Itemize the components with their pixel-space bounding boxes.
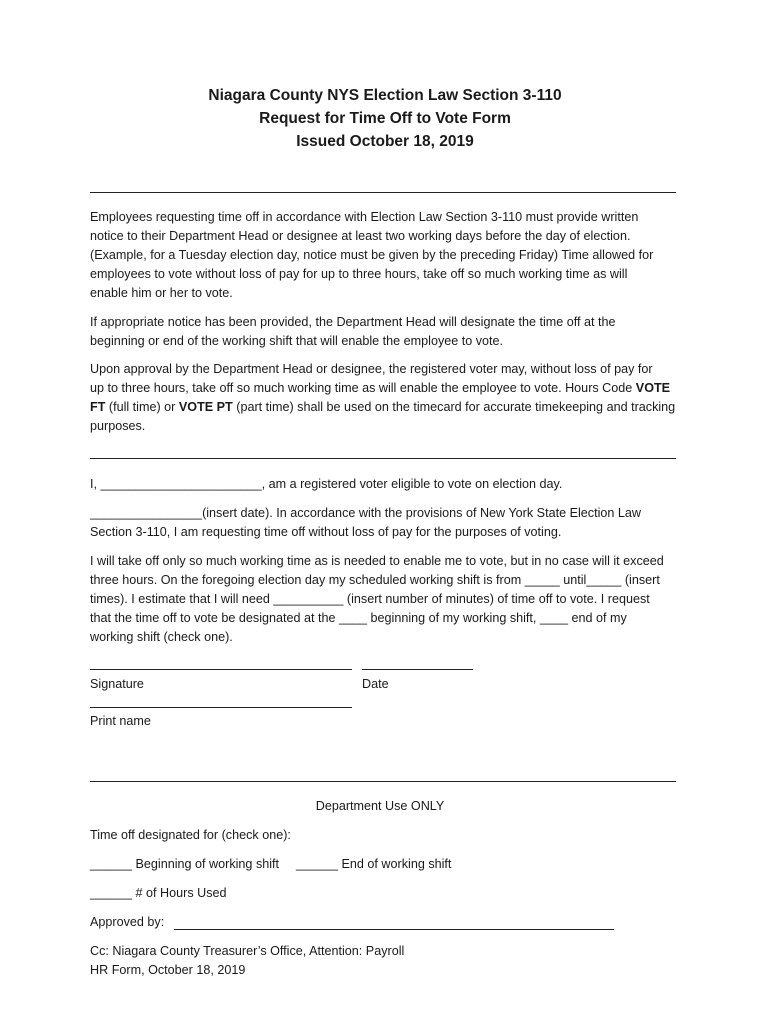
intro-p3-line-1: Upon approval by the Department Head or designee, the registered voter may, without loss of pay for: [90, 362, 653, 376]
print-name-field[interactable]: [90, 707, 352, 708]
intro-p3-line-3: [90, 398, 675, 417]
signature-field[interactable]: [90, 669, 352, 670]
time-off-line-2[interactable]: three hours. On the foregoing election day my scheduled working shift is from _____ until_____ (insert: [90, 573, 660, 587]
end-shift-option[interactable]: ______ End of working shift: [296, 857, 452, 871]
intro-divider: [90, 458, 676, 459]
form-id-line: HR Form, October 18, 2019: [90, 963, 246, 977]
intro-p3-line-3-text-b: (part time) shall be used on the timecard for accurate timekeeping and tracking: [232, 400, 676, 414]
form-title-line-1: Niagara County NYS Election Law Section 3-110: [208, 87, 562, 104]
approved-by-field[interactable]: [174, 929, 614, 930]
approved-by-label: Approved by:: [90, 915, 165, 929]
header-divider: [90, 192, 676, 193]
intro-p2-line-1: If appropriate notice has been provided, the Department Head will designate the time off at the: [90, 315, 616, 329]
hours-code-vote: VOTE: [635, 381, 671, 395]
intro-p1-line-4: employees to vote without loss of pay for up to three hours, take off so much working time as will: [90, 267, 628, 281]
department-divider: [90, 781, 676, 782]
designated-label: Time off designated for (check one):: [90, 828, 291, 842]
intro-p2-line-2: beginning or end of the working shift that will enable the employee to vote.: [90, 334, 504, 348]
intro-p3-line-4: purposes.: [90, 419, 146, 433]
print-name-label: Print name: [90, 714, 151, 728]
intro-p1-line-3: (Example, for a Tuesday election day, notice must be given by the preceding Friday) Time allowed for: [90, 248, 654, 262]
date-label: Date: [362, 677, 389, 691]
form-title-line-3: Issued October 18, 2019: [296, 133, 474, 150]
intro-p3-line-3-text-a: (full time) or: [105, 400, 179, 414]
hours-code-vote-pt: VOTE PT: [178, 400, 233, 414]
hours-code-ft: FT: [90, 400, 106, 414]
signature-label: Signature: [90, 677, 144, 691]
time-off-line-4[interactable]: that the time off to vote be designated at the ____ beginning of my working shift, ____ end of my: [90, 611, 627, 625]
hours-used-line[interactable]: ______ # of Hours Used: [90, 886, 227, 900]
intro-p1-line-2: notice to their Department Head or designee at least two working days before the day of election.: [90, 229, 631, 243]
intro-p3-line-2: [90, 379, 670, 398]
intro-p1-line-1: Employees requesting time off in accordance with Election Law Section 3-110 must provide written: [90, 210, 639, 224]
time-off-line-3[interactable]: times). I estimate that I will need __________ (insert number of minutes) of time off to vote. I request: [90, 592, 650, 606]
intro-p1-line-5: enable him or her to vote.: [90, 286, 233, 300]
beginning-shift-option[interactable]: ______ Beginning of working shift: [90, 857, 280, 871]
election-date-line-2: Section 3-110, I am requesting time off without loss of pay for the purposes of voting.: [90, 525, 562, 539]
election-date-line-1[interactable]: ________________(insert date). In accordance with the provisions of New York State Election Law: [90, 506, 641, 520]
date-field[interactable]: [362, 669, 473, 670]
cc-line: Cc: Niagara County Treasurer’s Office, Attention: Payroll: [90, 944, 405, 958]
form-title-line-2: Request for Time Off to Vote Form: [259, 110, 511, 127]
time-off-line-5: working shift (check one).: [90, 630, 233, 644]
intro-p3-line-2-text: up to three hours, take off so much working time as will enable the employee to vote. Hours Code: [90, 381, 636, 395]
department-heading: Department Use ONLY: [315, 799, 445, 813]
voter-name-line[interactable]: I, _______________________, am a registered voter eligible to vote on election day.: [90, 477, 563, 491]
time-off-line-1: I will take off only so much working time as is needed to enable me to vote, but in no case will it exceed: [90, 554, 664, 568]
